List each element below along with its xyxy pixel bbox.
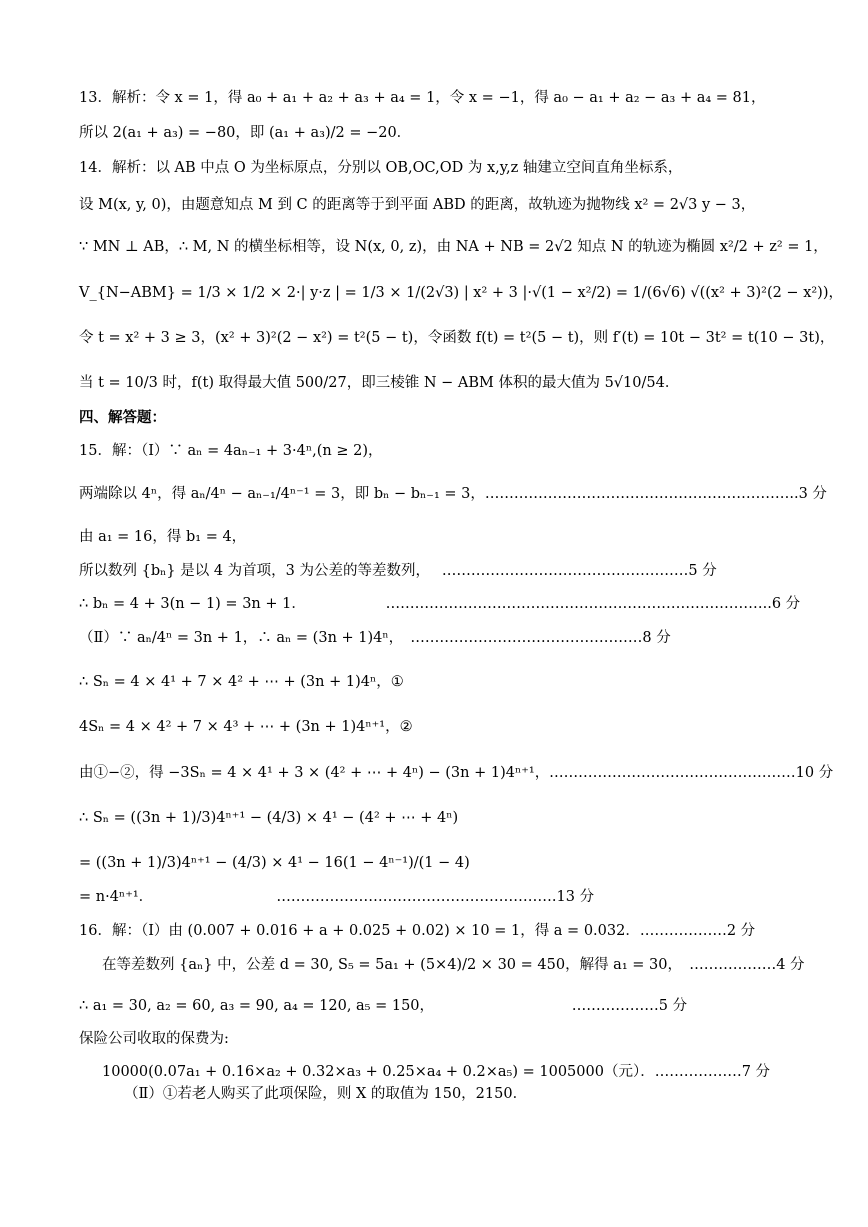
solution-13-line-1: 13．解析：令 x = 1，得 a₀ + a₁ + a₂ + a₃ + a₄ = 1，令 x = −1，得 a₀ − a₁ + a₂ − a₃ + a₄ = 81，	[79, 90, 766, 106]
solution-15-line-3: 由 a₁ = 16，得 b₁ = 4，	[79, 529, 247, 545]
solution-16-line-1: 16．解：（Ⅰ）由 (0.007 + 0.016 + a + 0.025 + 0.02) × 10 = 1，得 a = 0.032．………………2 分	[79, 923, 756, 939]
solution-15-sn-result: = n·4ⁿ⁺¹． ………………………………………………….13 分	[79, 889, 595, 905]
solution-15-line-1: 15．解：（Ⅰ）∵ aₙ = 4aₙ₋₁ + 3·4ⁿ,(n ≥ 2)，	[79, 443, 383, 459]
solution-16-line-2: 在等差数列 {aₙ} 中，公差 d = 30, S₅ = 5a₁ + (5×4)/2 × 30 = 450，解得 a₁ = 30， ………………4 分	[102, 957, 805, 973]
solution-15-line-5: ∴ bₙ = 4 + 3(n − 1) = 3n + 1． ……………………………………………………………………..6 分	[79, 596, 801, 612]
solution-15-line-2: 两端除以 4ⁿ，得 aₙ/4ⁿ − aₙ₋₁/4ⁿ⁻¹ = 3，即 bₙ − bₙ₋₁ = 3，………………………………………………………..3 分	[79, 486, 827, 502]
solution-14-line-1: 14．解析：以 AB 中点 O 为坐标原点，分别以 OB,OC,OD 为 x,y,z 轴建立空间直角坐标系，	[79, 160, 683, 176]
solution-14-line-3: ∵ MN ⊥ AB，∴ M, N 的横坐标相等，设 N(x, 0, z)，由 NA + NB = 2√2 知点 N 的轨迹为椭圆 x²/2 + z² = 1，	[79, 239, 828, 255]
solution-14-conclusion: 当 t = 10/3 时，f(t) 取得最大值 500/27，即三棱锥 N − ABM 体积的最大值为 5√10/54．	[79, 375, 680, 391]
section-heading-answer-questions: 四、解答题：	[79, 409, 166, 426]
solution-16-line-3: ∴ a₁ = 30, a₂ = 60, a₃ = 90, a₄ = 120, a₅ = 150， ………………5 分	[79, 998, 688, 1014]
solution-16-part-2-line-1: （Ⅱ）①若老人购买了此项保险，则 X 的取值为 150，2150．	[124, 1086, 528, 1102]
solution-16-premium-calculation: 10000(0.07a₁ + 0.16×a₂ + 0.32×a₃ + 0.25×a₄ + 0.2×a₅) = 1005000（元）．………………7 分	[102, 1064, 771, 1080]
solution-15-equation-1: ∴ Sₙ = 4 × 4¹ + 7 × 4² + ⋯ + (3n + 1)4ⁿ，①	[79, 674, 404, 690]
solution-15-line-4: 所以数列 {bₙ} 是以 4 为首项，3 为公差的等差数列， ……………………………………………5 分	[79, 563, 717, 579]
solution-14-line-5: 令 t = x² + 3 ≥ 3，(x² + 3)²(2 − x²) = t²(5 − t)，令函数 f(t) = t²(5 − t)，则 f′(t) = 10t − 3t² = t(10 − 3t)，	[79, 330, 835, 346]
solution-14-line-2: 设 M(x, y, 0)，由题意知点 M 到 C 的距离等于到平面 ABD 的距离，故轨迹为抛物线 x² = 2√3 y − 3，	[79, 197, 756, 213]
solution-15-equation-2: 4Sₙ = 4 × 4² + 7 × 4³ + ⋯ + (3n + 1)4ⁿ⁺¹，②	[79, 719, 413, 735]
solution-16-premium-label: 保险公司收取的保费为:	[79, 1031, 229, 1047]
solution-15-sn-line-2: = ((3n + 1)/3)4ⁿ⁺¹ − (4/3) × 4¹ − 16(1 − 4ⁿ⁻¹)/(1 − 4)	[79, 855, 470, 871]
solution-15-subtraction: 由①−②，得 −3Sₙ = 4 × 4¹ + 3 × (4² + ⋯ + 4ⁿ) − (3n + 1)4ⁿ⁺¹，……………………………………………10 分	[79, 765, 834, 781]
solution-14-volume-formula: V_{N−ABM} = 1/3 × 1/2 × 2·| y·z | = 1/3 × 1/(2√3) | x² + 3 |·√(1 − x²/2) = 1/(6√6) √((x² + 3)²(2 − x²))，	[79, 285, 843, 301]
solution-15-part-2-line-1: （Ⅱ）∵ aₙ/4ⁿ = 3n + 1，∴ aₙ = (3n + 1)4ⁿ， …………………………………………8 分	[79, 630, 671, 646]
solution-13-line-2: 所以 2(a₁ + a₃) = −80，即 (a₁ + a₃)/2 = −20．	[79, 125, 412, 141]
solution-15-sn-line-1: ∴ Sₙ = ((3n + 1)/3)4ⁿ⁺¹ − (4/3) × 4¹ − (4² + ⋯ + 4ⁿ)	[79, 810, 459, 826]
